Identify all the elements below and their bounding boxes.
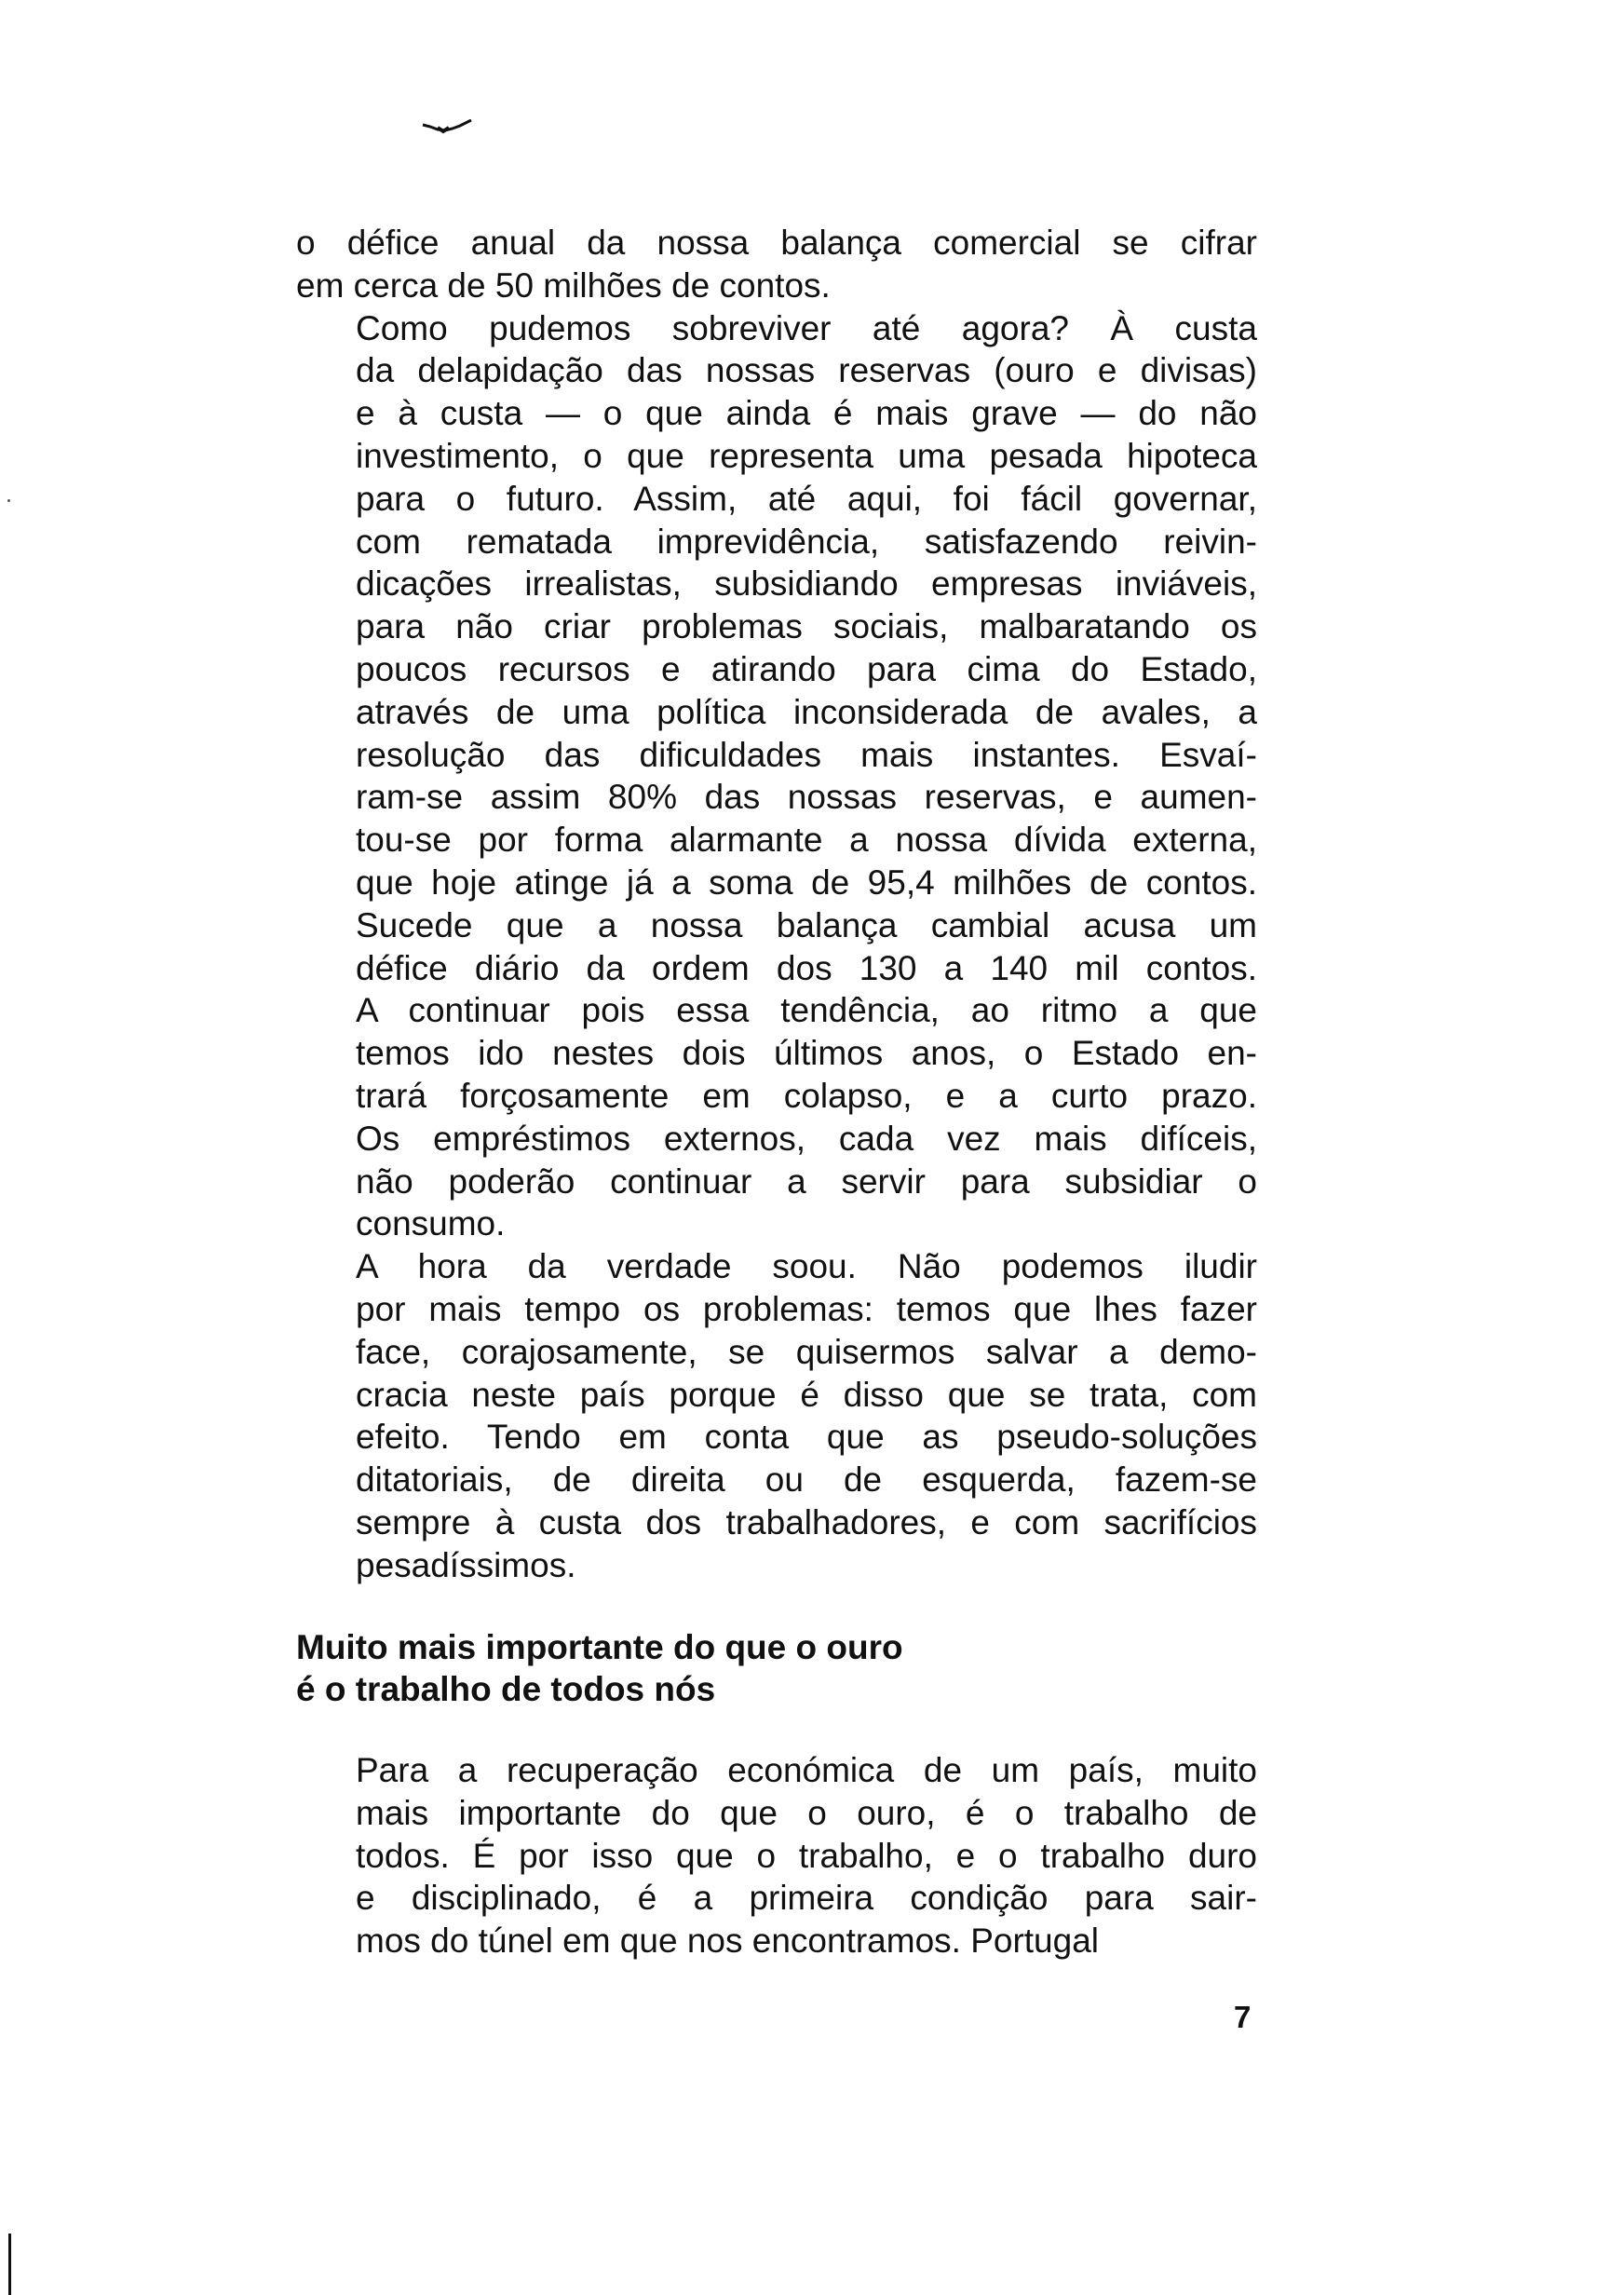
- page-number: 7: [1234, 2000, 1252, 2034]
- text-line: com rematada imprevidência, satisfazendo reivin-: [356, 522, 1257, 561]
- scan-edge-mark: [8, 2234, 11, 2295]
- section-heading: [296, 1626, 1257, 1710]
- text-line: ram-se assim 80% das nossas reservas, e aumen-: [356, 778, 1257, 817]
- body-text-top: [296, 222, 1257, 1587]
- text-line: temos ido nestes dois últimos anos, o Estado en-: [356, 1034, 1257, 1073]
- body-text-bottom: [296, 1749, 1257, 1962]
- text-line: Para a recuperação económica de um país, muito: [356, 1751, 1257, 1789]
- text-line: todos. É por isso que o trabalho, e o trabalho duro: [356, 1836, 1257, 1875]
- text-line: défice diário da ordem dos 130 a 140 mil contos.: [356, 948, 1257, 987]
- text-line: que hoje atinge já a soma de 95,4 milhões de contos.: [356, 862, 1257, 902]
- text-line: tou-se por forma alarmante a nossa dívida externa,: [356, 821, 1257, 860]
- scan-speck: [7, 499, 10, 502]
- text-line: investimento, o que representa uma pesada hipoteca: [356, 436, 1257, 475]
- text-line: Sucede que a nossa balança cambial acusa um: [356, 905, 1257, 944]
- paragraph: [296, 222, 1257, 307]
- text-line: A hora da verdade soou. Não podemos iludir: [356, 1247, 1257, 1286]
- text-line: face, corajosamente, se quisermos salvar a demo-: [356, 1332, 1257, 1371]
- heading-line: Muito mais importante do que o ouro: [296, 1628, 903, 1666]
- text-line: dicações irrealistas, subsidiando empresas inviáveis,: [356, 564, 1257, 604]
- ink-mark-icon: [421, 119, 473, 134]
- text-line: poucos recursos e atirando para cima do Estado,: [356, 649, 1257, 688]
- text-line: para não criar problemas sociais, malbaratando os: [356, 607, 1257, 646]
- text-line: da delapidação das nossas reservas (ouro e divisas): [356, 351, 1257, 390]
- text-line: para o futuro. Assim, até aqui, foi fácil governar,: [356, 479, 1257, 518]
- text-line: A continuar pois essa tendência, ao ritmo a que: [356, 991, 1257, 1030]
- text-line: Como pudemos sobreviver até agora? À custa: [356, 308, 1257, 347]
- text-line: consumo.: [356, 1204, 506, 1243]
- text-line: sempre à custa dos trabalhadores, e com sacrifícios: [356, 1502, 1257, 1541]
- text-line: cracia neste país porque é disso que se trata, com: [356, 1375, 1257, 1414]
- text-line: não poderão continuar a servir para subsidiar o: [356, 1161, 1257, 1201]
- paragraph: [296, 1749, 1257, 1962]
- text-line: efeito. Tendo em conta que as pseudo-soluções: [356, 1418, 1257, 1457]
- text-line: mos do túnel em que nos encontramos. Portugal: [356, 1922, 1100, 1961]
- text-line: ditatoriais, de direita ou de esquerda, fazem-se: [356, 1460, 1257, 1500]
- text-line: através de uma política inconsiderada de avales, a: [356, 692, 1257, 731]
- text-line: o défice anual da nossa balança comercial se cifrar: [296, 224, 1257, 262]
- text-line: em cerca de 50 milhões de contos.: [296, 265, 831, 305]
- text-line: por mais tempo os problemas: temos que lhes fazer: [356, 1289, 1257, 1328]
- text-line: e disciplinado, é a primeira condição para sair-: [356, 1879, 1257, 1918]
- text-line: mais importante do que o ouro, é o trabalho de: [356, 1793, 1257, 1832]
- text-line: resolução das dificuldades mais instantes. Esvaí-: [356, 735, 1257, 774]
- text-line: e à custa — o que ainda é mais grave — do não: [356, 394, 1257, 433]
- paragraph: [296, 1245, 1257, 1586]
- heading-line: é o trabalho de todos nós: [296, 1670, 716, 1708]
- text-line: pesadíssimos.: [356, 1545, 576, 1584]
- text-line: Os empréstimos externos, cada vez mais difíceis,: [356, 1119, 1257, 1158]
- text-line: trará forçosamente em colapso, e a curto prazo.: [356, 1076, 1257, 1115]
- paragraph: [296, 307, 1257, 1246]
